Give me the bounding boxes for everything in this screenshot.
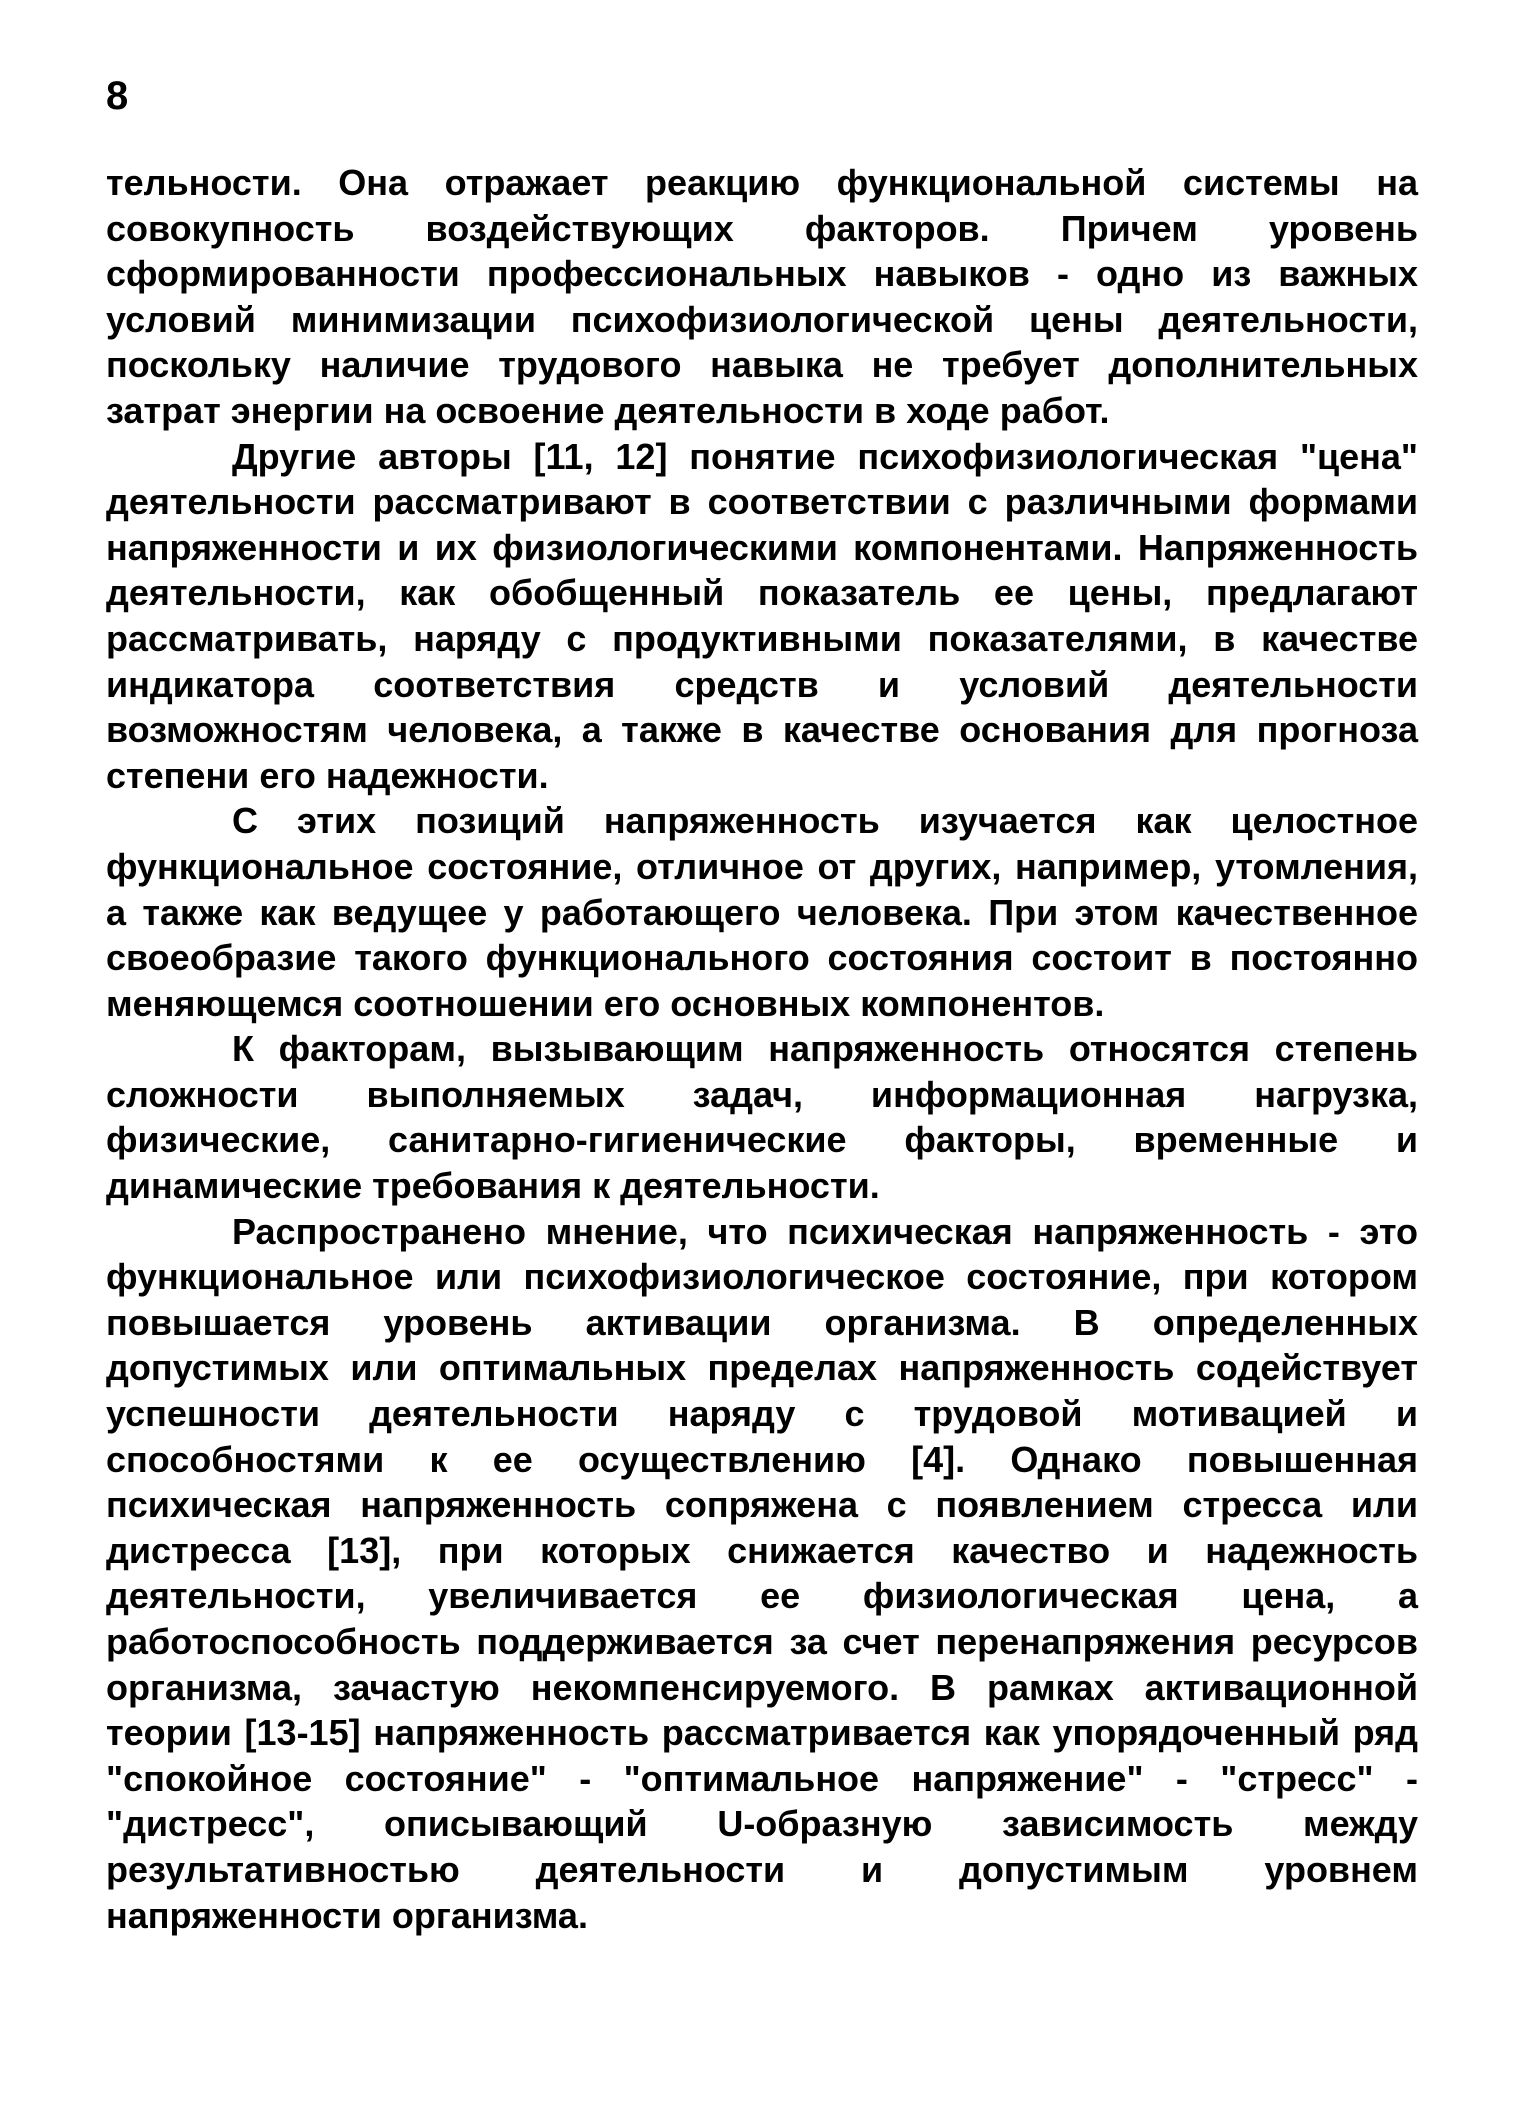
- page-number: 8: [106, 74, 129, 118]
- paragraph-2: Другие авторы [11, 12] понятие психофизиологическая "цена" деятельности рассматривают в соответствии с различными формами напряженности и их физиологическими компонентами. Напряженность деятельности, как обобщенный показатель ее цены, предлагают рассматривать, наряду с продуктивными показателями, в качестве индикатора соответствия средств и условий деятельности возможностям человека, а также в качестве основания для прогноза степени его надежности.: [106, 435, 1418, 796]
- paragraph-4: К факторам, вызывающим напряженность относятся степень сложности выполняемых задач, информационная нагрузка, физические, санитарно-гигиенические факторы, временные и динамические требования к деятельности.: [106, 1028, 1418, 1207]
- paragraph-5: Распространено мнение, что психическая напряженность - это функциональное или психофизиологическое состояние, при котором повышается уровень активации организма. В определенных допустимых или оптимальных пределах напряженность содействует успешности деятельности наряду с трудовой мотивацией и способностями к ее осуществлению [4]. Однако повышенная психическая напряженность сопряжена с появлением стресса или дистресса [13], при которых снижается качество и надежность деятельности, увеличивается ее физиологическая цена, а работоспособность поддерживается за счет перенапряжения ресурсов организма, зачастую некомпенсируемого. В рамках активационной теории [13-15] напряженность рассматривается как упорядоченный ряд "спокойное состояние" - "оптимальное напряжение" - "стресс" - "дистресс", описывающий U-образную зависимость между результативностью деятельности и допустимым уровнем напряженности организма.: [106, 1210, 1418, 1936]
- paragraph-1: тельности. Она отражает реакцию функциональной системы на совокупность воздействующих факторов. Причем уровень сформированности профессиональных навыков - одно из важных условий минимизации психофизиологической цены деятельности, поскольку наличие трудового навыка не требует дополнительных затрат энергии на освоение деятельности в ходе работ.: [106, 162, 1418, 431]
- body-text: [106, 160, 1418, 1938]
- paragraph-3: С этих позиций напряженность изучается как целостное функциональное состояние, отличное от других, например, утомления, а также как ведущее у работающего человека. При этом качественное своеобразие такого функционального состояния состоит в постоянно меняющемся соотношении его основных компонентов.: [106, 800, 1418, 1024]
